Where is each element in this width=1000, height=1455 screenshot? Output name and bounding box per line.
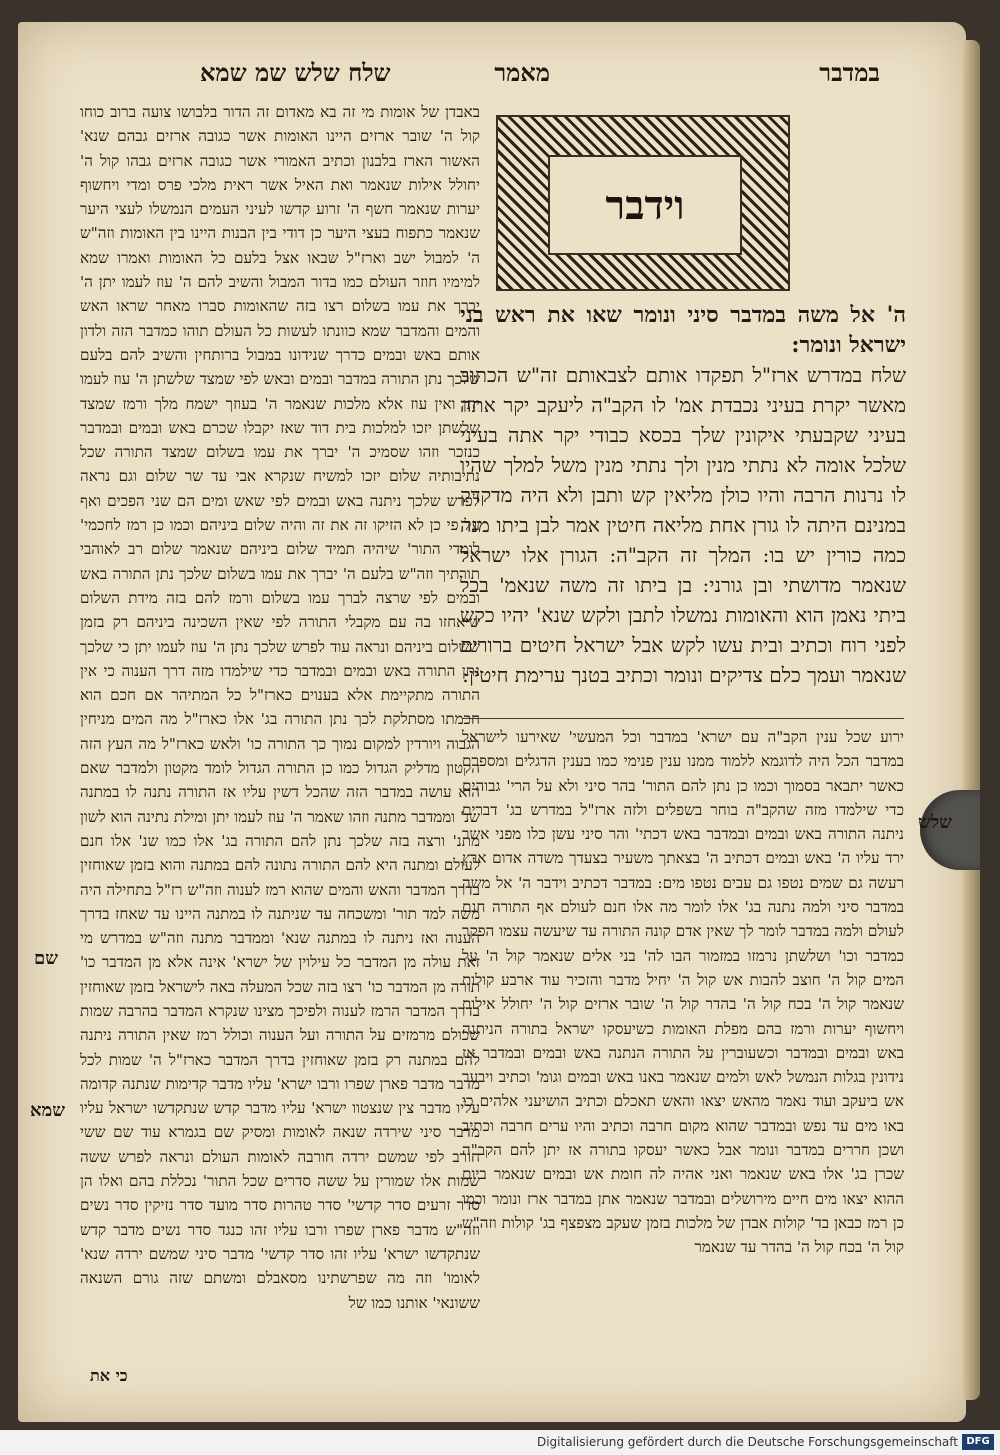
- dfg-logo-icon: DFG: [962, 1434, 994, 1450]
- footer-bar: [0, 1430, 1000, 1455]
- catchword: כי את: [90, 1366, 128, 1385]
- ornamental-initial-frame: [496, 115, 790, 291]
- margin-note-left-1: שם: [34, 948, 58, 969]
- commentary-text: ירוע שכל ענין הקב"ה עם ישרא' במדבר וכל המעשי' שאירעו לישראל במדבר הכל היה לדוגמא ללמוד ממנו ענין פנימי כמו בענין הדגלים ומספרם כאשר יתבאר בסמוך וכמו כן נתן להם התור' בהר סיני ולא על הרי' גבוהים כדי שילמדו מזה שהקב"ה בוחר בשפלים ולזה ארז"ל במדרש בג' דברים ניתנה התורה באש ובמים ובמדבר באש דכתי' והר סיני עשן כלו מפני אשר ירד עליו ה' באש ובמים דכתיב ה' בצאתך משעיר בצעדך משדה אדום ארץ רעשה גם שמים נטפו גם עבים נטפו מים: במדבר דכתיב וידבר ה' אל משה במדבר סיני ולמה נתנה בג' אלו לומר מה אלו חנם לעולם אף התורה חנם לעולם ולמה במדבר לומר לך שאין אדם קונה התורה עד שיעשה עצמו הפקר כמדבר וכו' ושלשתן נרמזו במזמור הבו לה' בני אלים שנאמר קול ה' על המים קול ה' חוצב להבות אש קול ה' יחיל מדבר והזכיר עוד ארבע קולות שנאמר קול ה' בכח קול ה' בהדר קול ה' שובר ארזים קול ה' יחולל אילות ויחשוף יערות ורמז בהם מפלת האומות כשיעסקו ישראל בתורה הניתנה באש ובמים ובמדבר וכשעוברין על התורה הנתנה באש ובמים ובמדבר אז נידונין בגלות הנמשל לאש ולמים שנאמר באנו באש ובמים וגומ' וכתיב ויבער אש ביעקב ועוד נאמר מהאש יצאו והאש תאכלם וכתיב הושיעני אלהים כי באו מים עד נפש ובמדבר שהוא מקום חרבה וכתיב והיו ערים חרבה וכתיב ושכן חררים במדבר ונומר אבל כאשר יעסקו בתורה אז יתן להם הקב"ה שכרן בג' אלו באש שנאמר ואני אהיה לה חומת אש ובמים שנאמר ביום ההוא יצאו מים חיים מירושלים ובמדבר שנאמר אתן במדבר ארז ונומר וכמו כן רמז כבאן בד' קולות אבדן של מלכות בזמן שעקב מצפצף בג' קולות וזה"ש קול ה' בכח קול ה' בהדר עד שנאמר: [462, 728, 904, 1257]
- left-column: [80, 100, 480, 1315]
- commentary-text: שלח במדרש ארז"ל תפקדו אותם לצבאותם זה"ש הכתוב מאשר יקרת בעיני נכבדת אמ' לו הקב"ה ליעקב יקר אתה בעיני שקבעתי איקונין שלך בכסא כבודי יקר אתה בעיני שלכל אומה לא נתתי מנין ולך נתתי מנין משל למלך שהיו לו נרנות הרבה והיו כולן מליאין קש ותבן ולא היה מדקדק במנינם היתה לו גורן אחת מליאה חיטין אמר לבן ביתו מנה כמה כורין יש בו: המלך זה הקב"ה: הגורן אלו ישראל שנאמר מדושתי ובן גורני: בן ביתו זה משה שנאמ' בכל ביתי נאמן הוא והאומות נמשלו לתבן ולקש שנא' יהיו כקש לפני רוח וכתיב ובית עשו לקש אבל ישראל חיטים ברורים שנאמר ועמך כלם צדיקים ונומר וכתיב בטנך ערימת חיטין:: [460, 363, 906, 687]
- ornament-inner: [548, 155, 742, 255]
- page-edges: [962, 40, 980, 1400]
- right-column-top: [460, 300, 906, 690]
- running-header: [120, 58, 880, 98]
- margin-note-right: שלש: [918, 812, 952, 833]
- lead-verse: ה' אל משה במדבר סיני ונומר שאו את ראש בני ישראל ונומר:: [460, 302, 906, 358]
- header-middle: מאמר: [494, 58, 550, 87]
- commentary-text: באבדן של אומות מי זה בא מאדום זה הדור בלבושו צועה ברוב כוחו קול ה' שובר ארזים היינו האומות אשר כגובה ארזים גבהם שנא' האשור הארז בלבנון וכתיב האמורי אשר כגובה ארזים גבהו קול ה' יחולל אילות שנאמר ואת האיל אשר ראית מלכי פרס ומדי ויחשוף יערות שנאמר חשף ה' זרוע קדשו לעיני העמים הנמשלו לעצי היער שנאמר כתפוח בעצי היער כן דודי בין הבנות היינו בין האומות וזה"ש ה' למבול ישב וארז"ל שבאו אצל בלעם כל האומות ואמרו שמא למימיו חוזר העולם כמו בדור המבול והשיב להם ה' עוז לעמו יתן ה' יברך את עמו בשלום רצו בזה שהאומות סברו מאחר שראו האש והמים והמדבר שמא כוונתו לעשות כל העולם תוהו כמדבר הזה ולדון אותם באש ובמים כדרך שנידונו במבול ברותחין והשיב להם בלעם שלכך נתן התורה במדבר ובמים ובאש לפי שמצד שלשתן ה' עוז לעמו יתן ואין עוז אלא מלכות שנאמר ה' בעוזך ישמח מלך ורמז שמצד שלשתן יזכו למלכות בית דוד שאז יקבלו שכרם באש ובמים ובמדבר כנזכר וזהו שסמיכ ה' יברך את עמו בשלום שמצד התורה שכל נתיבותיה שלום יזכו למשיח שנקרא אבי עד שר שלום וגם נראה לפרש שלכך ניתנה באש ובמים לפי שאש ומים הם שני הפכים ואף על פי כן לא הזיקו זה את זה והיה שלום ביניהם וכמו כן רמז לחכמי' לומדי התור' שיהיה תמיד שלום ביניהם שנאמר שלום רב לאוהבי תורתיך וזה"ש בלעם ה' יברך את עמו בשלום שלכך נתן התורה באש ובמים לפי שרצה לברך עמו בשלום ורמז להם בזה מידת השלום שיאחזו בה עם מקבלי התורה לפי שאין השכינה ביניהם רק בזמן ששלום ביניהם ונראה עוד לפרש שלכך נתן ה' עוז לעמו יתן כי שלכך נתן התורה באש ובמים ובמדבר כדי שילמדו מזה דרך הענוה כי אין התורה מתקיימת אלא בענוים כארז"ל כל המתיהר אם חכם הוא חכמתו מסתלקת לכך נתן התורה בג' אלו כארז"ל מה המים מניחין הגבוה ויורדין למקום נמוך כך התורה כו' ולאש כארז"ל מה העץ הזה הקטון מדליק הגדול כמו כן התורה הגדול לומד מקטון ולמדבר שאם הוא עושה במדבר הזה שהכל דשין עליו אז התורה נתנה לו במתנה שנ' וממדבר מתנה וזהו שאמר ה' עוז לעמו יתן ומילת נתינה הוא לשון מתנ' ורצה בזה שלכך נתן להם התורה בג' אלו כמו שנ' אלו חנם לעולם ומתנה היא להם התורה נתונה להם במתנה והוא בזמן שאוחזין בדרך המדבר והאש והמים שהוא רמז לענוה וזה"ש רז"ל בתחילה היה משה למד תור' ומשכחה עד שניתנה לו במתנה היינו עד שאחז בדרך הענוה ואז ניתנה לו במתנה שנא' וממדבר מתנה וזה"ש במדרש מי זאת עולה מן המדבר כל עילוין של ישרא' אינה אלא מן המדבר כו' תורה מן המדבר כו' רצו בזה שכל המעלה באה לישראל בזמן שאוחזין בדרך המדבר הרמז לענוה ולפיכך מצינו שנקרא המדבר בהרבה שמות שכולם מרמזים על התורה ועל הענוה וכולל רמז שאין התורה ניתנה להם במתנה רק בזמן שאוחזין בדרך המדבר כארז"ל ה' שמות לכל מדבר מדבר פארן שפרו ורבו ישרא' עליו מדבר קדימות שנתנה קדומה עליו מדבר צין שנצטוו ישרא' עליו מדבר קדש שנתקדשו ישראל עליו מדבר סיני שירדה שנאה לאומות ומסיק שם בגמרא עוד שם ששי חורב לפי שמשם ירדה חורבה לאומות העולם ונראה לפרש ששה שמות אלו שמורין על ששה סדרים שכל התור' נכללת בהם ואלו הן סדר זרעים סדר קדשי' סדר טהרות סדר מועד סדר נזיקין סדר נשים וזה"ש מדבר פארן שפרו ורבו עליו זהו כנגד סדר נשים מדבר קדש שנתקדשו ישרא' עליו זהו סדר קדשי' מדבר סיני שמשם ירדה שנא' לאומו' וזה מה שפרשתינו מסאבלם ומשתם שזה גורם השנאה ששונאי' אותנו כמו של: [80, 103, 480, 1312]
- right-column-bottom: [462, 725, 904, 1260]
- initial-word: וידבר: [605, 181, 685, 229]
- column-divider: [462, 718, 904, 719]
- header-right: במדבר: [819, 58, 880, 87]
- margin-note-left-2: שמא: [30, 1100, 65, 1121]
- header-left: שלח שלש שמ שמא: [200, 58, 391, 87]
- footer-credit: Digitalisierung gefördert durch die Deutsche Forschungsgemeinschaft: [536, 1435, 958, 1449]
